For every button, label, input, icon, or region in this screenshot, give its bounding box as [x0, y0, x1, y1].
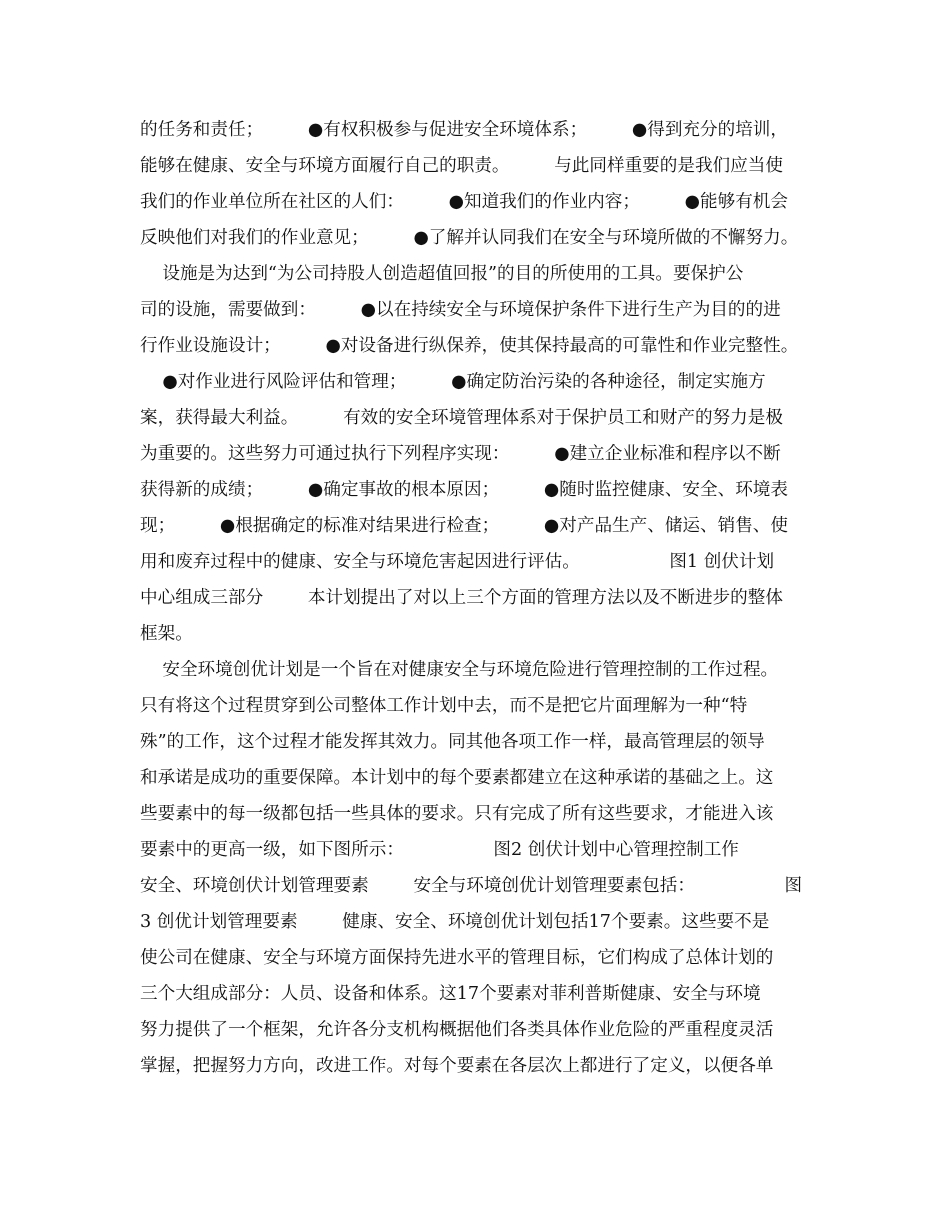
text-line: 使公司在健康、安全与环境方面保持先进水平的管理目标，它们构成了总体计划的 — [140, 948, 774, 968]
text-line: 三个大组成部分：人员、设备和体系。这17个要素对菲利普斯健康、安全与环境 — [140, 984, 761, 1004]
text-line: 要素中的更高一级，如下图所示： 图2 创伏计划中心管理控制工作 — [140, 840, 739, 860]
text-line: 安全、环境创伏计划管理要素 安全与环境创优计划管理要素包括： 图 — [140, 876, 803, 896]
text-line: 用和废弃过程中的健康、安全与环境危害起因进行评估。 图1 创伏计划 — [140, 552, 775, 572]
text-line: 掌握，把握努力方向，改进工作。对每个要素在各层次上都进行了定义，以便各单 — [140, 1056, 774, 1076]
text-line: 行作业设施设计； ●对设备进行纵保养，使其保持最高的可靠性和作业完整性。 — [140, 336, 799, 356]
text-line: 能够在健康、安全与环境方面履行自己的职责。 与此同样重要的是我们应当使 — [140, 156, 783, 176]
text-line: 些要素中的每一级都包括一些具体的要求。只有完成了所有这些要求，才能进入该 — [140, 804, 774, 824]
text-line: ●对作业进行风险评估和管理； ●确定防治污染的各种途径，制定实施方 — [140, 372, 766, 392]
text-line: 努力提供了一个框架，允许各分支机构概据他们各类具体作业危险的严重程度灵活 — [140, 1020, 774, 1040]
text-line: 框架。 — [140, 624, 193, 644]
text-line: 为重要的。这些努力可通过执行下列程序实现： ●建立企业标准和程序以不断 — [140, 444, 781, 464]
text-line: 获得新的成绩； ●确定事故的根本原因； ●随时监控健康、安全、环境表 — [140, 480, 788, 500]
text-line: 殊”的工作，这个过程才能发挥其效力。同其他各项工作一样，最高管理层的领导 — [140, 732, 765, 752]
text-line: 司的设施，需要做到： ●以在持续安全与环境保护条件下进行生产为目的的进 — [140, 300, 781, 320]
text-line: 设施是为达到“为公司持股人创造超值回报”的目的所使用的工具。要保护公 — [140, 264, 744, 284]
text-line: 安全环境创优计划是一个旨在对健康安全与环境危险进行管理控制的工作过程。 — [140, 660, 779, 680]
text-line: 我们的作业单位所在社区的人们： ●知道我们的作业内容； ●能够有机会 — [140, 192, 788, 212]
body-text — [140, 112, 812, 1084]
text-line: 中心组成三部分 本计划提出了对以上三个方面的管理方法以及不断进步的整体 — [140, 588, 783, 608]
text-line: 和承诺是成功的重要保障。本计划中的每个要素都建立在这种承诺的基础之上。这 — [140, 768, 774, 788]
text-line: 案，获得最大利益。 有效的安全环境管理体系对于保护员工和财产的努力是极 — [140, 408, 783, 428]
text-line: 3 创优计划管理要素 健康、安全、环境创优计划包括17个要素。这些要不是 — [140, 912, 770, 932]
text-line: 现； ●根据确定的标准对结果进行检查； ●对产品生产、储运、销售、使 — [140, 516, 788, 536]
text-line: 只有将这个过程贯穿到公司整体工作计划中去，而不是把它片面理解为一种“特 — [140, 696, 748, 716]
text-line: 的任务和责任； ●有权积极参与促进安全环境体系； ●得到充分的培训， — [140, 120, 788, 140]
text-line: 反映他们对我们的作业意见； ●了解并认同我们在安全与环境所做的不懈努力。 — [140, 228, 799, 248]
